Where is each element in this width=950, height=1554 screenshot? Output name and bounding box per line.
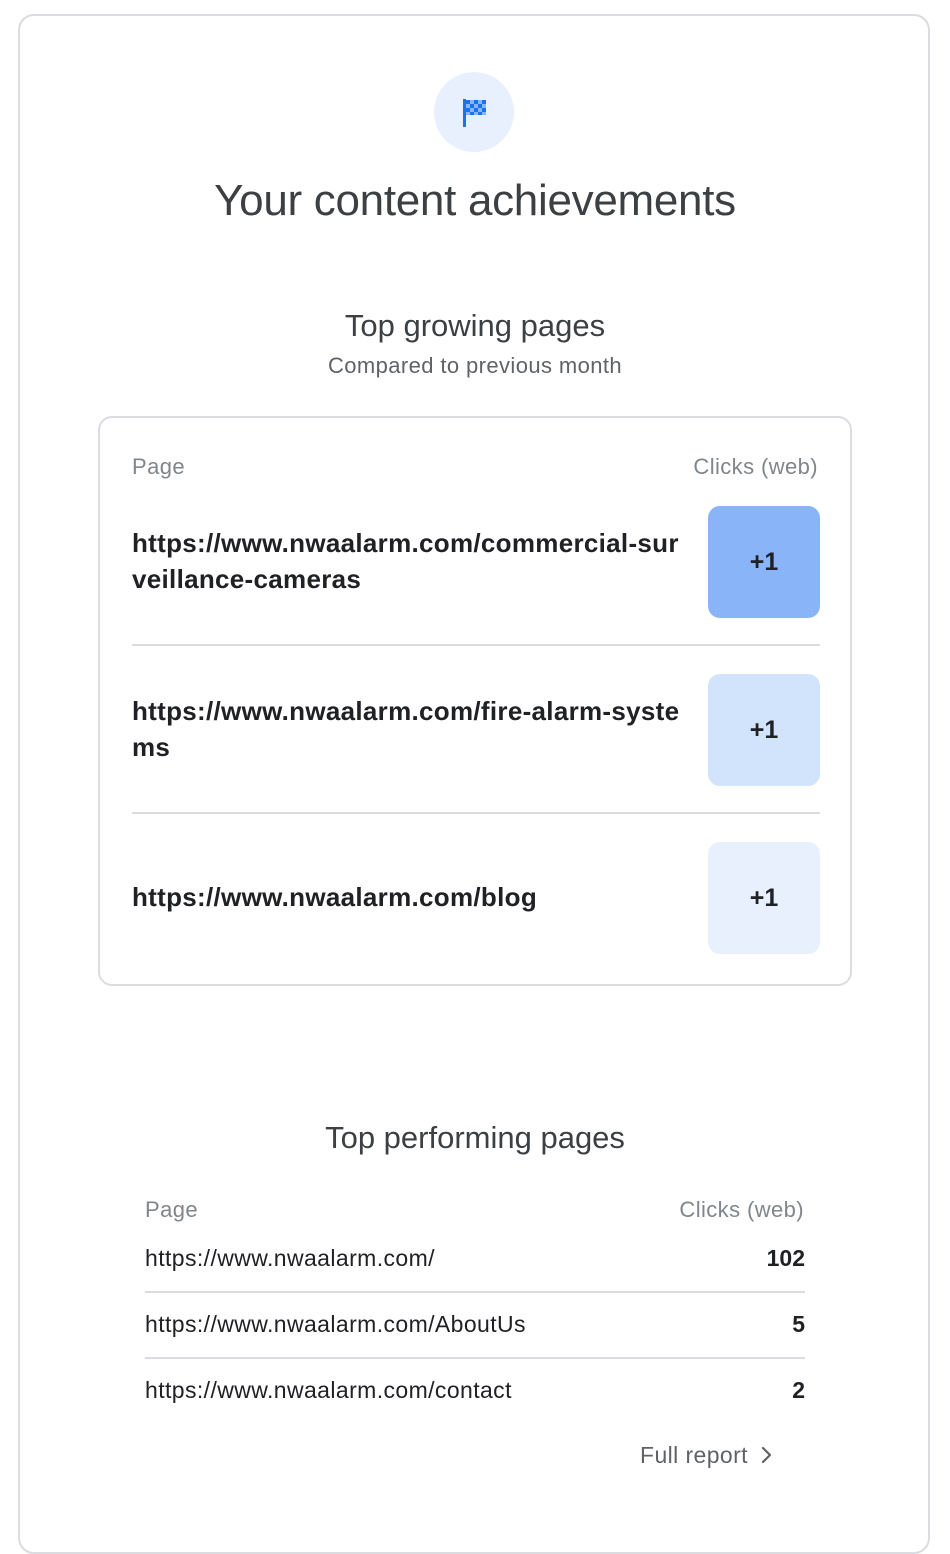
performing-row-url: https://www.nwaalarm.com/AboutUs [145, 1311, 526, 1337]
growing-row[interactable] [132, 506, 820, 618]
growing-section-title: Top growing pages [344, 308, 606, 343]
row-divider [132, 812, 820, 814]
performing-row[interactable] [145, 1238, 805, 1278]
performing-col-clicks: Clicks (web) [679, 1197, 804, 1222]
flag-badge [434, 72, 514, 152]
growing-row[interactable] [132, 842, 820, 954]
performing-row-url: https://www.nwaalarm.com/contact [145, 1377, 512, 1403]
checkered-flag-icon [457, 95, 491, 129]
growing-section-subtitle: Compared to previous month [327, 353, 623, 378]
full-report-link[interactable] [640, 1434, 776, 1476]
chevron-right-icon [758, 1444, 776, 1466]
growing-row-url: https://www.nwaalarm.com/blog [132, 882, 537, 912]
page-title: Your content achievements [214, 176, 736, 225]
performing-row-clicks: 5 [792, 1311, 805, 1337]
growing-row-url: https://www.nwaalarm.com/commercial-surveillance-cameras [132, 528, 679, 594]
growing-col-clicks: Clicks (web) [693, 454, 818, 479]
performing-col-page: Page [145, 1197, 198, 1222]
growing-row-delta: +1 [708, 506, 820, 618]
growing-col-page: Page [132, 454, 185, 479]
performing-row[interactable] [145, 1370, 805, 1410]
growing-row-url: https://www.nwaalarm.com/fire-alarm-systems [132, 696, 680, 762]
performing-section-title: Top performing pages [325, 1120, 625, 1155]
row-divider [132, 644, 820, 646]
row-divider [145, 1291, 805, 1293]
performing-row-clicks: 102 [766, 1245, 805, 1271]
growing-row[interactable] [132, 674, 820, 786]
full-report-label: Full report [640, 1441, 748, 1468]
growing-row-delta: +1 [708, 674, 820, 786]
growing-pages-table [98, 416, 852, 986]
performing-row[interactable] [145, 1304, 805, 1344]
performing-row-clicks: 2 [792, 1377, 805, 1403]
growing-row-delta: +1 [708, 842, 820, 954]
performing-row-url: https://www.nwaalarm.com/ [145, 1245, 435, 1271]
row-divider [145, 1357, 805, 1359]
